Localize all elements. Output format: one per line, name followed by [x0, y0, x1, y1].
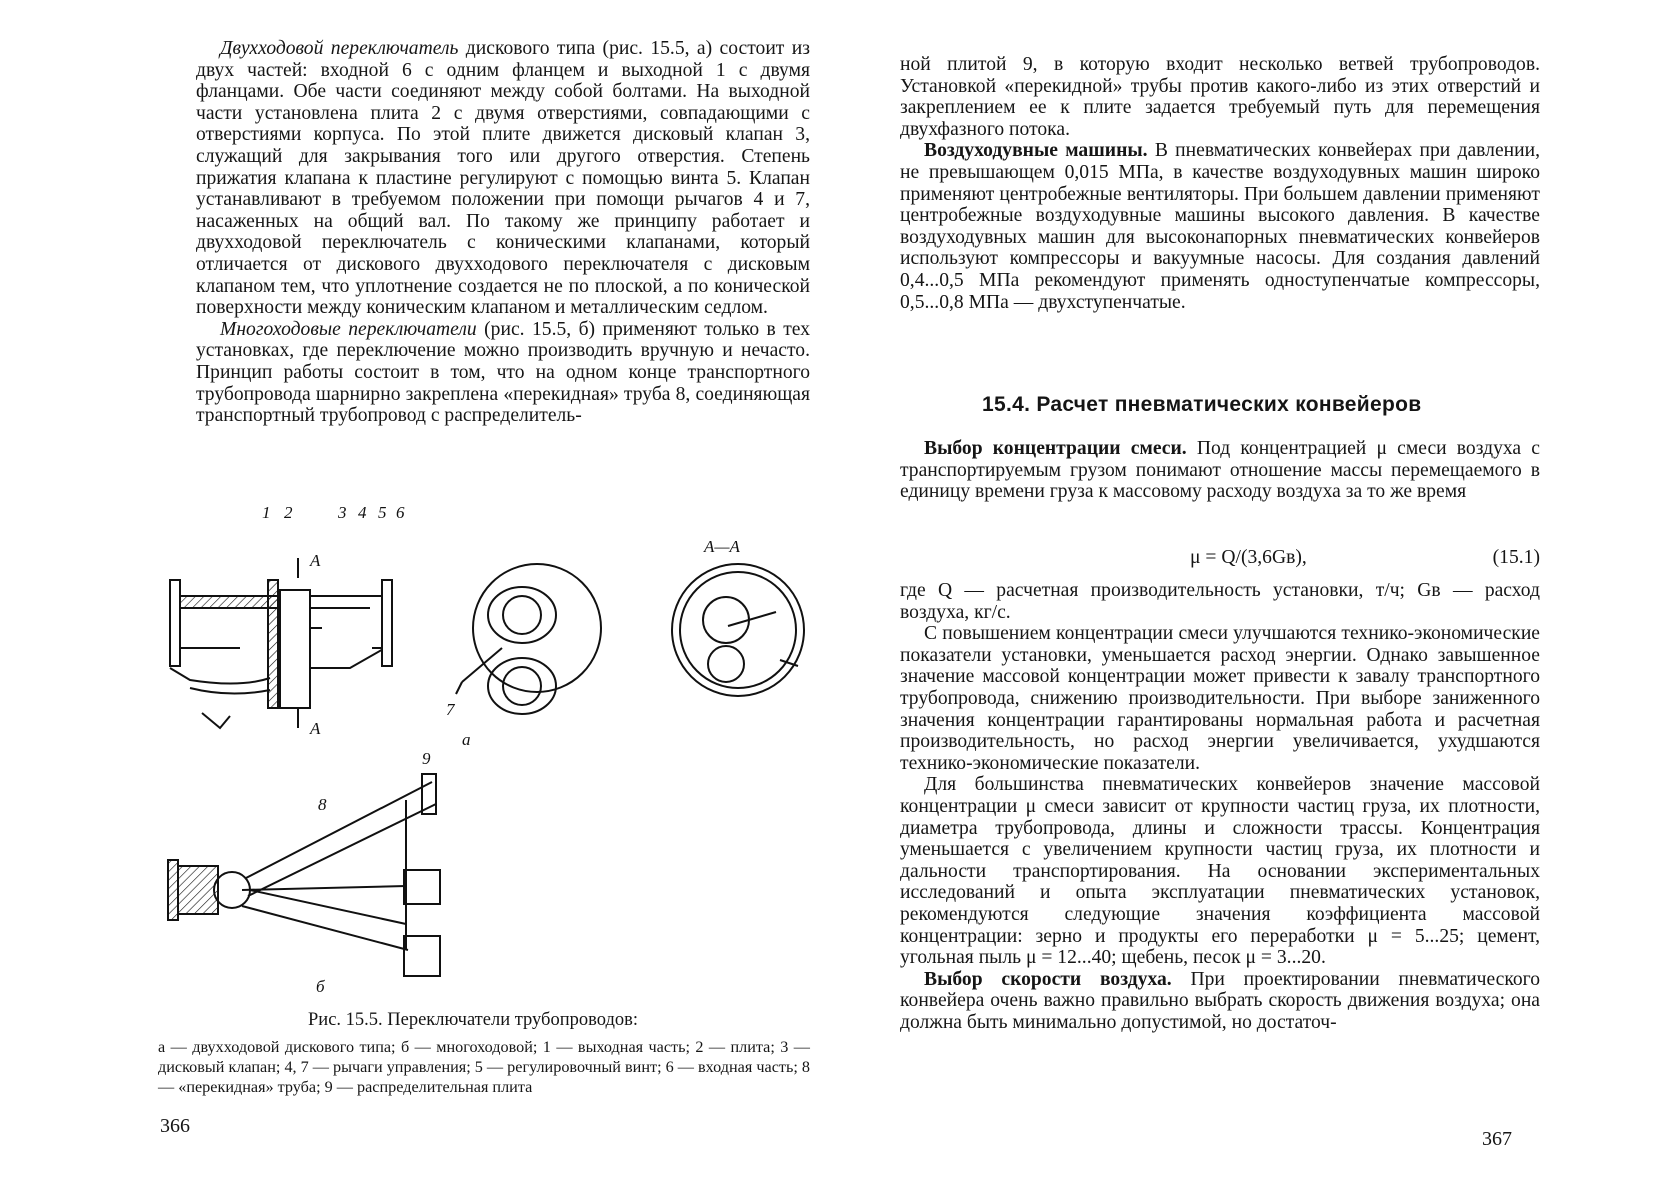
term: Двухходовой переключатель [220, 38, 459, 59]
paragraph-concentration-effects [900, 623, 1540, 774]
label-7: 7 [446, 700, 455, 719]
figure-a-section-aa [668, 537, 818, 710]
paragraph-multi-way-switch [196, 319, 810, 427]
left-text-column [196, 38, 810, 427]
paragraph-continuation [900, 54, 1540, 140]
paragraph-air-speed [900, 969, 1540, 1034]
label-2: 2 [284, 503, 293, 522]
section-mark-top: A [310, 551, 321, 570]
figure-caption-body: а — двухходовой дискового типа; б — многоходовой; 1 — выходная часть; 2 — плита; 3 — дисковый клапан; 4, 7 — рычаги управления; 5 — регулировочный винт; 6 — входная часть; 8 — «перекидная» труба; 9 — распределительная плита [158, 1038, 810, 1096]
paragraph-text: (рис. 15.5, б) применяют только в тех установках, где переключение можно производить вручную и нечасто. Принцип работы состоит в том, что на одном конце транспортного трубопровода шарнирно закреплена «перекидная» труба 8, соединяющая транспортный трубопровод с распределитель- [196, 318, 811, 427]
figure-sublabel-a: а [462, 730, 471, 749]
paragraph-concentration-values [900, 774, 1540, 968]
right-text-column-top [900, 54, 1540, 313]
label-6: 6 [396, 503, 405, 522]
paragraph-text: дискового типа (рис. 15.5, а) состоит из двух частей: входной 6 с одним фланцем и выходной 1 с двумя фланцами. Обе части соединяют между собой болтами. На выходной части установлена плита 2 с двумя отверстиями, совпадающими с отверстиями корпуса. По этой плите движется дисковый клапан 3, служащий для закрывания того или другого отверстия. Степень прижатия клапана к пластине регулируют с помощью винта 5. Клапан устанавливают в требуемом положении при помощи рычагов 4 и 7, насаженных на общий вал. По такому же принципу работает и двухходовой переключатель с коническими клапанами, который отличается от дискового двухходового переключателя с дисковым клапаном тем, что уплотнение создается не по плоской, а по конической поверхности между коническим клапаном и металлическим седлом. [196, 38, 810, 319]
term: Многоходовые переключатели [220, 318, 477, 340]
paragraph-two-way-switch [196, 38, 810, 319]
label-9: 9 [422, 749, 431, 768]
page-number-right: 367 [1482, 1128, 1512, 1150]
label-4: 4 [358, 503, 367, 522]
label-3: 3 [338, 503, 347, 522]
page-number-left: 366 [160, 1115, 190, 1137]
term: Выбор концентрации смеси. [924, 438, 1187, 459]
paragraph-where [900, 580, 1540, 623]
section-mark-bottom: A [310, 719, 321, 738]
paragraph-text: При проектировании пневматического конвейера очень важно правильно выбрать скорость движения воздуха; она должна быть минимально допустимой, но достаточ- [900, 968, 1540, 1033]
paragraph-text: ной плитой 9, в которую входит несколько ветвей трубопроводов. Установкой «перекидной» трубы против какого-либо из этих отверстий и закреплением ее к плите задается требуемый путь для перемещения двухфазного потока. [900, 54, 1540, 140]
label-1: 1 [262, 503, 271, 522]
figure-a-section-view [160, 503, 450, 738]
figure-sublabel-b: б [316, 977, 325, 996]
paragraph-concentration [900, 438, 1540, 503]
term: Выбор скорости воздуха. [924, 968, 1172, 990]
section-heading: 15.4. Расчет пневматических конвейеров [982, 393, 1422, 416]
paragraph-text: В пневматических конвейерах при давлении, не превышающем 0,015 МПа, в качестве воздуходувных машин широко применяют центробежные вентиляторы. При большем давлении применяют центробежные воздуходувные машины высокого давления. В качестве воздуходувных машин для высоконапорных пневматических конвейеров используют компрессоры и вакуумные насосы. Для создания давлений 0,4...0,5 МПа рекомендуют применять одноступенчатые компрессоры, 0,5...0,8 МПа — двухступенчатые. [900, 140, 1540, 313]
paragraph-text: С повышением концентрации смеси улучшаются технико-экономические показатели установки, уменьшается расход энергии. Однако завышенное значение массовой концентрации может привести к завалу транспортного трубопровода, снижению производительности. При выборе заниженного значения концентрации гарантированы нормальная работа и расчетная производительность, но расход энергии увеличивается, ухудшаются технико-экономические показатели. [900, 623, 1540, 774]
formula-number: (15.1) [1492, 547, 1540, 568]
right-text-column-bottom [900, 580, 1540, 1033]
term: Воздуходувные машины. [924, 140, 1148, 162]
section-aa-title: A—A [704, 537, 740, 556]
paragraph-text: Под концентрацией μ смеси воздуха с транспортируемым грузом понимают отношение массы перемещаемого в единицу времени груза к массовому расходу воздуха за то же время [900, 438, 1540, 503]
paragraph-text: Для большинства пневматических конвейеров значение массовой концентрации μ смеси зависит от крупности частиц груза, их плотности, диаметра трубопровода, длины и сложности трассы. Концентрация уменьшается с увеличением крупности частиц груза, их плотности и дальности транспортирования. На основании экспериментальных исследований и опыта эксплуатации пневматических установок, рекомендуются следующие значения коэффициента массовой концентрации: зерно и продукты его переработки μ = 5...25; цемент, угольная пыль μ = 12...40; щебень, песок μ = 3...20. [900, 774, 1540, 969]
right-text-column-middle [900, 438, 1540, 503]
figure-caption-title: Рис. 15.5. Переключатели трубопроводов: [308, 1010, 638, 1030]
right-page [840, 0, 1679, 1189]
figure-b-multi-way [168, 749, 478, 996]
paragraph-blowers [900, 140, 1540, 313]
figure-a-front-view [446, 560, 612, 749]
label-8: 8 [318, 795, 327, 814]
formula: μ = Q/(3,6Gв), [1190, 547, 1307, 568]
paragraph-text: где Q — расчетная производительность установки, т/ч; Gв — расход воздуха, кг/с. [900, 580, 1540, 623]
label-5: 5 [378, 503, 387, 522]
